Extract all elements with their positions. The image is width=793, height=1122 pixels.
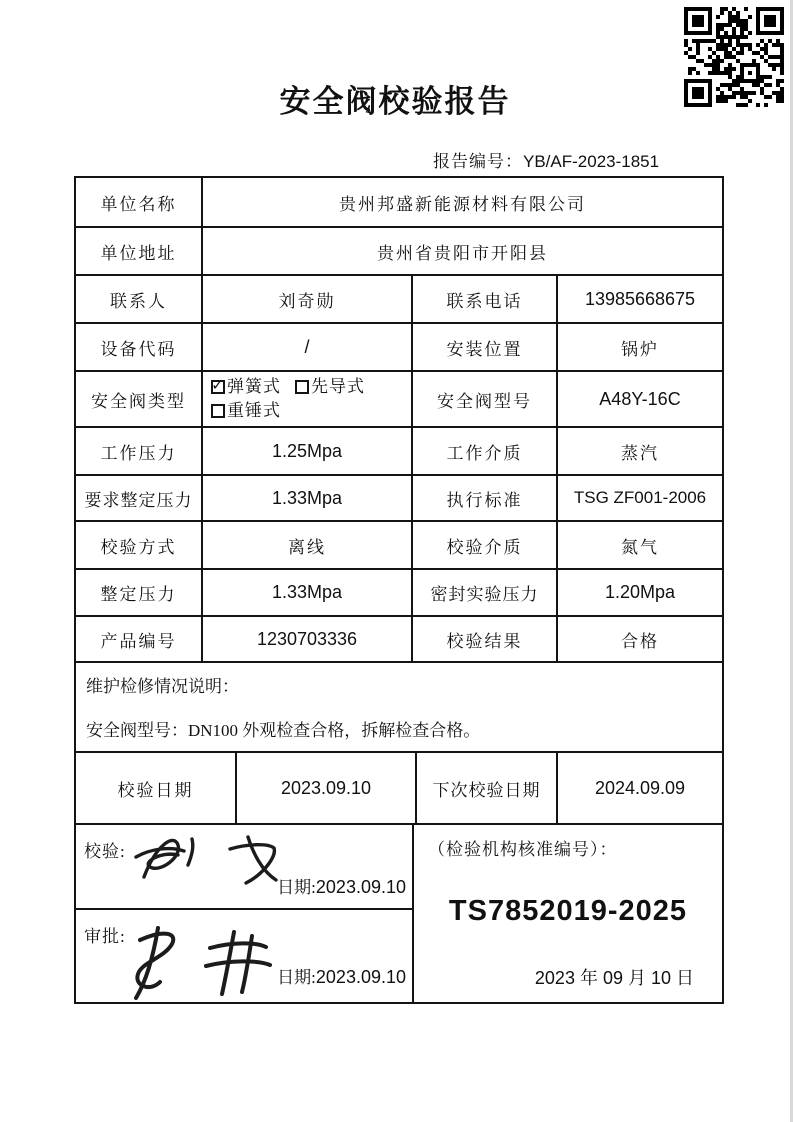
approver-label: 审批: [84,927,126,946]
table-row [76,663,722,753]
issue-date-value: 2023 年 09 月 10 日 [534,968,694,988]
work-pressure-label: 工作压力 [76,428,203,474]
calibration-method-label: 校验方式 [76,522,203,568]
required-set-pressure-value: 1.33Mpa [203,476,413,520]
verifier-cell [76,825,414,910]
valve-type-option-label: 先导式 [311,377,365,396]
table-row [76,428,722,476]
table-row [76,228,722,276]
signoff-row [76,825,722,1002]
approver-signature [106,918,316,1002]
org-approval-cell [414,825,722,1002]
result-value: 合格 [621,631,659,651]
work-pressure-value: 1.25Mpa [203,428,413,474]
calibration-medium-value: 氮气 [621,537,659,557]
table-row [76,178,722,228]
phone-label: 联系电话 [413,276,558,322]
unit-address-value: 贵州省贵阳市开阳县 [377,243,548,263]
seal-test-pressure-value: 1.20Mpa [604,582,676,602]
table-row [76,570,722,617]
table-row [76,324,722,372]
valve-type-option [295,375,365,399]
table-row [76,753,722,825]
valve-type-option [211,399,281,423]
verifier-date-value: 2023.09.10 [315,877,406,897]
page-title: 安全阀校验报告 [279,84,511,119]
table-row [76,522,722,570]
calibration-medium-label: 校验介质 [413,522,558,568]
valve-type-label: 安全阀类型 [76,372,203,426]
report-number-value: YB/AF-2023-1851 [523,152,660,171]
issue-date [535,964,694,990]
maintenance-title: 维护检修情况说明： [86,677,239,696]
report-table [74,176,724,1004]
device-code-label: 设备代码 [76,324,203,370]
table-row [76,372,722,428]
product-number-value: 1230703336 [203,617,413,661]
install-position-label: 安装位置 [413,324,558,370]
table-row [76,276,722,324]
approver-date-label: 日期: [277,968,316,987]
empty-checkbox-icon [295,380,309,394]
valve-model-label: 安全阀型号 [413,372,558,426]
unit-name-value: 贵州邦盛新能源材料有限公司 [339,194,586,214]
valve-type-option [211,375,281,399]
calibration-method-value: 离线 [203,522,413,568]
work-medium-value: 蒸汽 [621,443,659,463]
empty-checkbox-icon [211,404,225,418]
maintenance-note: 安全阀型号：DN100 外观检查合格，拆解检查合格。 [86,721,481,740]
valve-type-options [203,372,413,426]
product-number-label: 产品编号 [76,617,203,661]
verifier-label: 校验: [84,842,126,861]
valve-type-option-label: 重锤式 [227,401,281,420]
seal-test-pressure-label: 密封实验压力 [413,570,558,615]
qr-code-icon [682,5,786,109]
work-medium-label: 工作介质 [413,428,558,474]
maintenance-section [76,663,722,751]
verifier-date [277,873,406,898]
verifier-date-label: 日期: [277,878,316,897]
calibration-date-value: 2023.09.10 [237,753,417,823]
set-pressure-label: 整定压力 [76,570,203,615]
set-pressure-value: 1.33Mpa [203,570,413,615]
next-calibration-date-label: 下次校验日期 [417,753,558,823]
valve-type-option-label: 弹簧式 [227,377,281,396]
next-calibration-date-value: 2024.09.09 [594,777,686,798]
standard-label: 执行标准 [413,476,558,520]
table-row [76,617,722,663]
phone-value: 13985668675 [584,288,696,309]
device-code-value: / [203,324,413,370]
approver-date [277,963,406,988]
required-set-pressure-label: 要求整定压力 [76,476,203,520]
unit-address-label: 单位地址 [76,228,203,274]
result-label: 校验结果 [413,617,558,661]
approver-date-value: 2023.09.10 [315,967,406,987]
report-number-label: 报告编号： [433,152,523,171]
standard-value: TSG ZF001-2006 [573,488,707,507]
contact-label: 联系人 [76,276,203,322]
calibration-date-label: 校验日期 [76,753,237,823]
org-approval-label: （检验机构核准编号）： [428,840,618,859]
unit-name-label: 单位名称 [76,178,203,226]
checked-checkbox-icon [211,380,225,394]
report-number [433,147,659,172]
valve-model-value: A48Y-16C [599,388,681,409]
contact-value: 刘奇勋 [203,276,413,322]
install-position-value: 锅炉 [621,339,659,359]
approver-cell [76,910,414,1002]
org-approval-code: TS7852019-2025 [448,895,688,927]
table-row [76,476,722,522]
